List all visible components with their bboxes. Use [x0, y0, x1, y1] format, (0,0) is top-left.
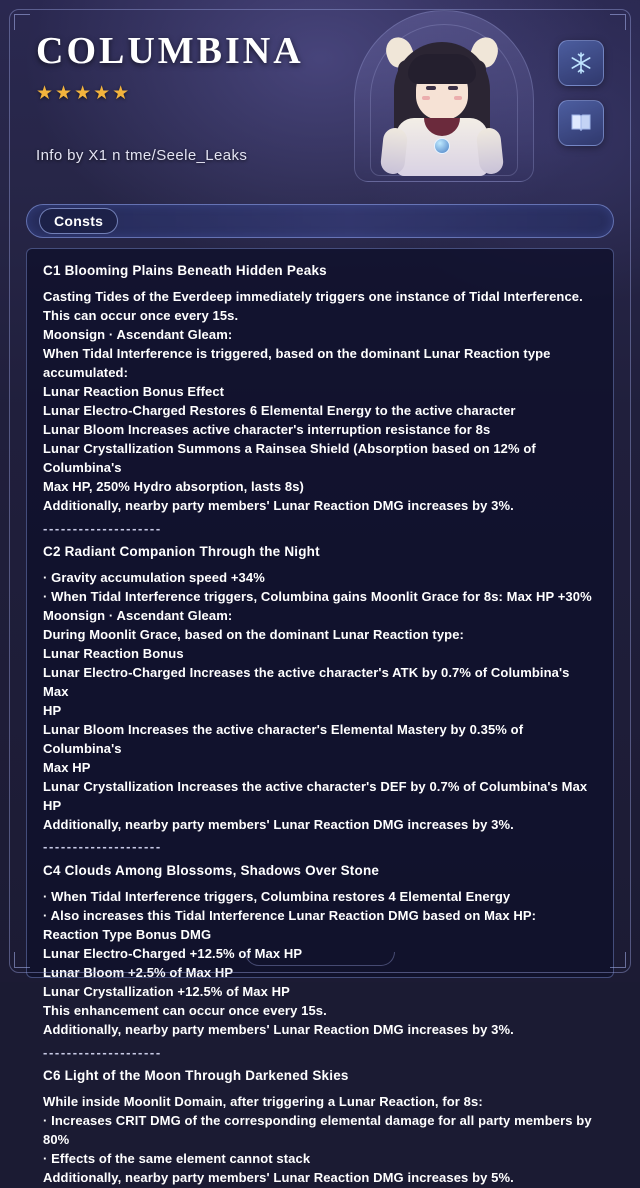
- blush-right: [454, 96, 462, 100]
- constellation-line: HP: [43, 797, 62, 813]
- constellation-line: HP: [43, 702, 62, 718]
- constellation-line: When Tidal Interference is triggered, based on the dominant Lunar Reaction type: [43, 345, 551, 361]
- constellation-line: Additionally, nearby party members' Lunar Reaction DMG increases by 3%.: [43, 1021, 514, 1037]
- section-divider: - - - - - - - - - - - - - - - - - - - -: [43, 1044, 160, 1060]
- constellation-line: Additionally, nearby party members' Lunar Reaction DMG increases by 3%.: [43, 816, 514, 832]
- constellation-line: Moonsign · Ascendant Gleam:: [43, 607, 233, 623]
- section-header-consts: [26, 204, 614, 238]
- constellation-title: C2 Radiant Companion Through the Night: [43, 543, 320, 559]
- constellation-line: Lunar Electro-Charged Restores 6 Elemental Energy to the active character: [43, 402, 516, 418]
- constellation-line: Max HP, 250% Hydro absorption, lasts 8s): [43, 478, 304, 494]
- constellation-line: This enhancement can occur once every 15s.: [43, 1002, 327, 1018]
- constellation-title: C1 Blooming Plains Beneath Hidden Peaks: [43, 263, 327, 278]
- header: [10, 10, 630, 190]
- constellation-line: Reaction Type Bonus DMG: [43, 926, 212, 942]
- section-divider: - - - - - - - - - - - - - - - - - - - -: [43, 520, 160, 536]
- section-divider: - - - - - - - - - - - - - - - - - - - -: [43, 839, 160, 855]
- hair-fringe: [408, 54, 476, 84]
- corner-deco-bottom-right: [610, 952, 626, 968]
- constellation-line: Max HP: [43, 759, 91, 775]
- constellation-line: Casting Tides of the Everdeep immediately triggers one instance of Tidal Interference.: [43, 289, 583, 304]
- character-portrait: [372, 26, 512, 176]
- constellation-line: · Effects of the same element cannot stack: [43, 1150, 311, 1166]
- cryo-element-icon[interactable]: [558, 40, 604, 86]
- constellation-line: Lunar Crystallization Summons a Rainsea Shield (Absorption based on 12% of Columbina's: [43, 440, 536, 475]
- bottom-arch-deco: [245, 952, 395, 966]
- constellation-line: · When Tidal Interference triggers, Columbina gains Moonlit Grace for 8s: Max HP +30%: [43, 588, 592, 604]
- constellation-line: · Increases CRIT DMG of the corresponding elemental damage for all party members by: [43, 1112, 592, 1128]
- rarity-stars: ★★★★★: [36, 83, 132, 104]
- constellation-block-c2: [43, 544, 597, 835]
- element-badges: [558, 40, 604, 146]
- credit-text: Info by X1 n tme/Seele_Leaks: [36, 147, 248, 164]
- blush-left: [422, 96, 430, 100]
- constellation-line: While inside Moonlit Domain, after triggering a Lunar Reaction, for 8s:: [43, 1093, 483, 1109]
- section-label: Consts: [39, 208, 118, 234]
- chest-gem: [434, 138, 450, 154]
- constellation-line: · Also increases this Tidal Interference Lunar Reaction DMG based on Max HP:: [43, 907, 537, 923]
- sleeve-right: [476, 127, 505, 175]
- constellation-line: Lunar Electro-Charged +12.5% of Max HP: [43, 945, 303, 961]
- constellation-line: During Moonlit Grace, based on the dominant Lunar Reaction type:: [43, 626, 464, 642]
- constellation-line: Lunar Crystallization +12.5% of Max HP: [43, 983, 290, 999]
- constellation-line: Additionally, nearby party members' Lunar Reaction DMG increases by 3%.: [43, 497, 514, 513]
- eye-right: [448, 86, 458, 90]
- constellation-line: accumulated:: [43, 364, 129, 380]
- constellation-line: 80%: [43, 1131, 70, 1147]
- constellation-line: Lunar Reaction Bonus Effect: [43, 383, 225, 399]
- constellation-line: This can occur once every 15s.: [43, 307, 239, 323]
- eye-left: [426, 86, 436, 90]
- constellation-line: · Gravity accumulation speed +34%: [43, 569, 265, 585]
- constellation-line: Lunar Crystallization Increases the active character's DEF by 0.7% of Columbina's Max: [43, 778, 588, 794]
- constellation-block-c6: [43, 1068, 597, 1188]
- constellation-line: Lunar Electro-Charged Increases the active character's ATK by 0.7% of Columbina's Max: [43, 664, 570, 699]
- constellation-line: Additionally, nearby party members' Lunar Reaction DMG increases by 5%.: [43, 1169, 514, 1185]
- constellation-line: Lunar Bloom +2.5% of Max HP: [43, 964, 234, 980]
- book-talent-icon[interactable]: [558, 100, 604, 146]
- constellation-line: Lunar Bloom Increases the active character's Elemental Mastery by 0.35% of Columbina's: [43, 721, 524, 756]
- constellation-title: C6 Light of the Moon Through Darkened Skies: [43, 1067, 349, 1083]
- constellation-line: Moonsign · Ascendant Gleam:: [43, 326, 233, 342]
- corner-deco-bottom-left: [14, 952, 30, 968]
- constellation-line: Lunar Reaction Bonus: [43, 645, 184, 661]
- constellations-card: [26, 248, 614, 1185]
- constellation-line: Lunar Bloom Increases active character's interruption resistance for 8s: [43, 421, 491, 437]
- constellation-title: C4 Clouds Among Blossoms, Shadows Over Stone: [43, 862, 380, 878]
- constellation-block-c1: [43, 263, 597, 516]
- constellation-line: · When Tidal Interference triggers, Columbina restores 4 Elemental Energy: [43, 888, 511, 904]
- page-title: COLUMBINA: [36, 30, 304, 72]
